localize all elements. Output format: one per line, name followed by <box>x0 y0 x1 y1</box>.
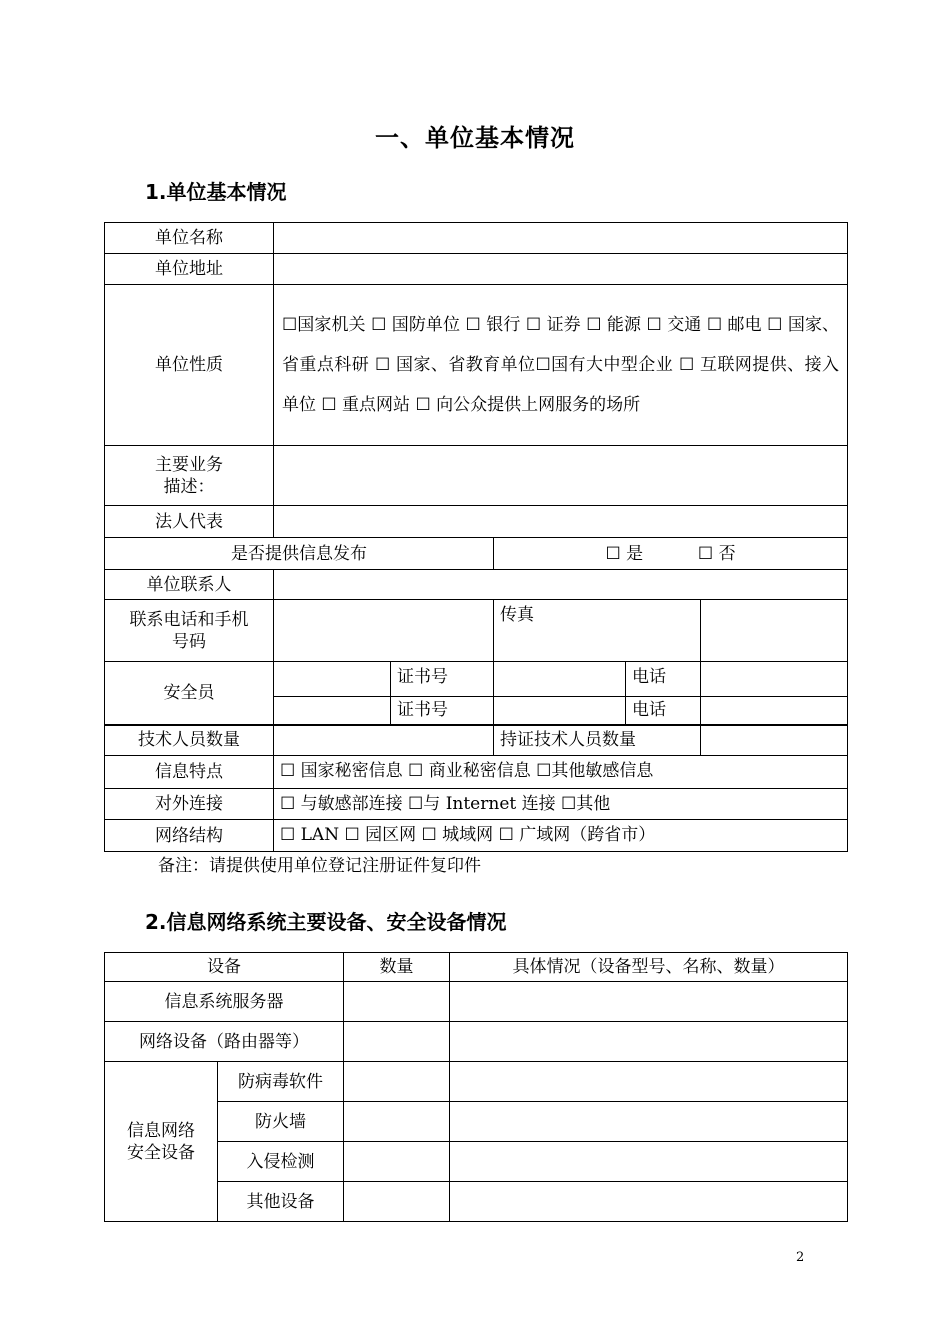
cert-no-field-2[interactable] <box>494 697 626 725</box>
security-group-label-line2: 安全设备 <box>127 1142 195 1163</box>
certified-tech-field[interactable] <box>701 725 848 756</box>
fax-label: 传真 <box>494 600 701 662</box>
unit-name-label: 单位名称 <box>105 223 274 254</box>
antivirus-label: 防病毒软件 <box>218 1062 344 1102</box>
contact-person-field[interactable] <box>274 570 848 600</box>
security-officer-2-name[interactable] <box>274 697 391 725</box>
contact-person-label: 单位联系人 <box>105 570 274 600</box>
unit-nature-label: 单位性质 <box>105 285 274 446</box>
info-publish-yes-checkbox[interactable]: ☐ 是 <box>605 543 644 564</box>
info-publish-no-checkbox[interactable]: ☐ 否 <box>697 543 736 564</box>
intrusion-detection-quantity-field[interactable] <box>344 1142 450 1182</box>
firewall-quantity-field[interactable] <box>344 1102 450 1142</box>
section-1-title: 1.单位基本情况 <box>145 180 287 204</box>
other-device-details-field[interactable] <box>450 1182 848 1222</box>
main-business-field[interactable] <box>274 446 848 506</box>
header-details: 具体情况（设备型号、名称、数量） <box>450 953 848 982</box>
firewall-details-field[interactable] <box>450 1102 848 1142</box>
server-quantity-field[interactable] <box>344 982 450 1022</box>
network-device-details-field[interactable] <box>450 1022 848 1062</box>
unit-name-field[interactable] <box>274 223 848 254</box>
tech-staff-field[interactable] <box>274 725 494 756</box>
info-features-options[interactable]: ☐ 国家秘密信息 ☐ 商业秘密信息 ☐其他敏感信息 <box>274 756 848 789</box>
intrusion-detection-label: 入侵检测 <box>218 1142 344 1182</box>
phone-label-line2: 号码 <box>172 631 206 652</box>
unit-nature-options[interactable]: ☐国家机关 ☐ 国防单位 ☐ 银行 ☐ 证券 ☐ 能源 ☐ 交通 ☐ 邮电 ☐ 国家、省重点科研 ☐ 国家、省教育单位☐国有大中型企业 ☐ 互联网提供、接入单位 ☐ 重点网站 ☐ 向公众提供上网服务的场所 <box>274 285 848 446</box>
legal-rep-label: 法人代表 <box>105 506 274 538</box>
phone-label-line1: 联系电话和手机 <box>129 609 249 630</box>
unit-info-table <box>104 222 848 852</box>
page-title: 一、单位基本情况 <box>375 124 575 152</box>
tel-label-2: 电话 <box>626 697 701 725</box>
security-officer-1-name[interactable] <box>274 662 391 697</box>
antivirus-quantity-field[interactable] <box>344 1062 450 1102</box>
info-publish-label: 是否提供信息发布 <box>105 538 494 570</box>
security-officer-label: 安全员 <box>105 662 274 725</box>
main-business-label-line2: 描述： <box>163 476 215 497</box>
tech-staff-label: 技术人员数量 <box>105 725 274 756</box>
network-structure-options[interactable]: ☐ LAN ☐ 园区网 ☐ 城域网 ☐ 广域网（跨省市） <box>274 820 848 852</box>
network-device-label: 网络设备（路由器等） <box>105 1022 344 1062</box>
external-conn-label: 对外连接 <box>105 789 274 820</box>
unit-address-label: 单位地址 <box>105 254 274 285</box>
firewall-label: 防火墙 <box>218 1102 344 1142</box>
cert-no-field-1[interactable] <box>494 662 626 697</box>
tel-label-1: 电话 <box>626 662 701 697</box>
main-business-label <box>105 446 274 506</box>
tel-field-1[interactable] <box>701 662 848 697</box>
security-group-label-line1: 信息网络 <box>127 1120 195 1141</box>
header-device: 设备 <box>105 953 344 982</box>
security-device-group-label <box>105 1062 218 1222</box>
section-2-title: 2.信息网络系统主要设备、安全设备情况 <box>145 910 507 934</box>
unit-address-field[interactable] <box>274 254 848 285</box>
tel-field-2[interactable] <box>701 697 848 725</box>
equipment-table <box>104 952 848 1222</box>
server-details-field[interactable] <box>450 982 848 1022</box>
main-business-label-line1: 主要业务 <box>155 454 223 475</box>
phone-label <box>105 600 274 662</box>
cert-no-label-2: 证书号 <box>391 697 494 725</box>
info-features-label: 信息特点 <box>105 756 274 789</box>
certified-tech-label: 持证技术人员数量 <box>494 725 701 756</box>
server-label: 信息系统服务器 <box>105 982 344 1022</box>
external-conn-options[interactable]: ☐ 与敏感部连接 ☐与 Internet 连接 ☐其他 <box>274 789 848 820</box>
remarks-note: 备注：请提供使用单位登记注册证件复印件 <box>158 856 481 876</box>
other-device-label: 其他设备 <box>218 1182 344 1222</box>
intrusion-detection-details-field[interactable] <box>450 1142 848 1182</box>
legal-rep-field[interactable] <box>274 506 848 538</box>
info-publish-choice[interactable] <box>494 538 848 570</box>
antivirus-details-field[interactable] <box>450 1062 848 1102</box>
fax-field[interactable] <box>701 600 848 662</box>
header-quantity: 数量 <box>344 953 450 982</box>
cert-no-label-1: 证书号 <box>391 662 494 697</box>
page-number: 2 <box>796 1250 805 1265</box>
network-device-quantity-field[interactable] <box>344 1022 450 1062</box>
other-device-quantity-field[interactable] <box>344 1182 450 1222</box>
phone-field[interactable] <box>274 600 494 662</box>
network-structure-label: 网络结构 <box>105 820 274 852</box>
